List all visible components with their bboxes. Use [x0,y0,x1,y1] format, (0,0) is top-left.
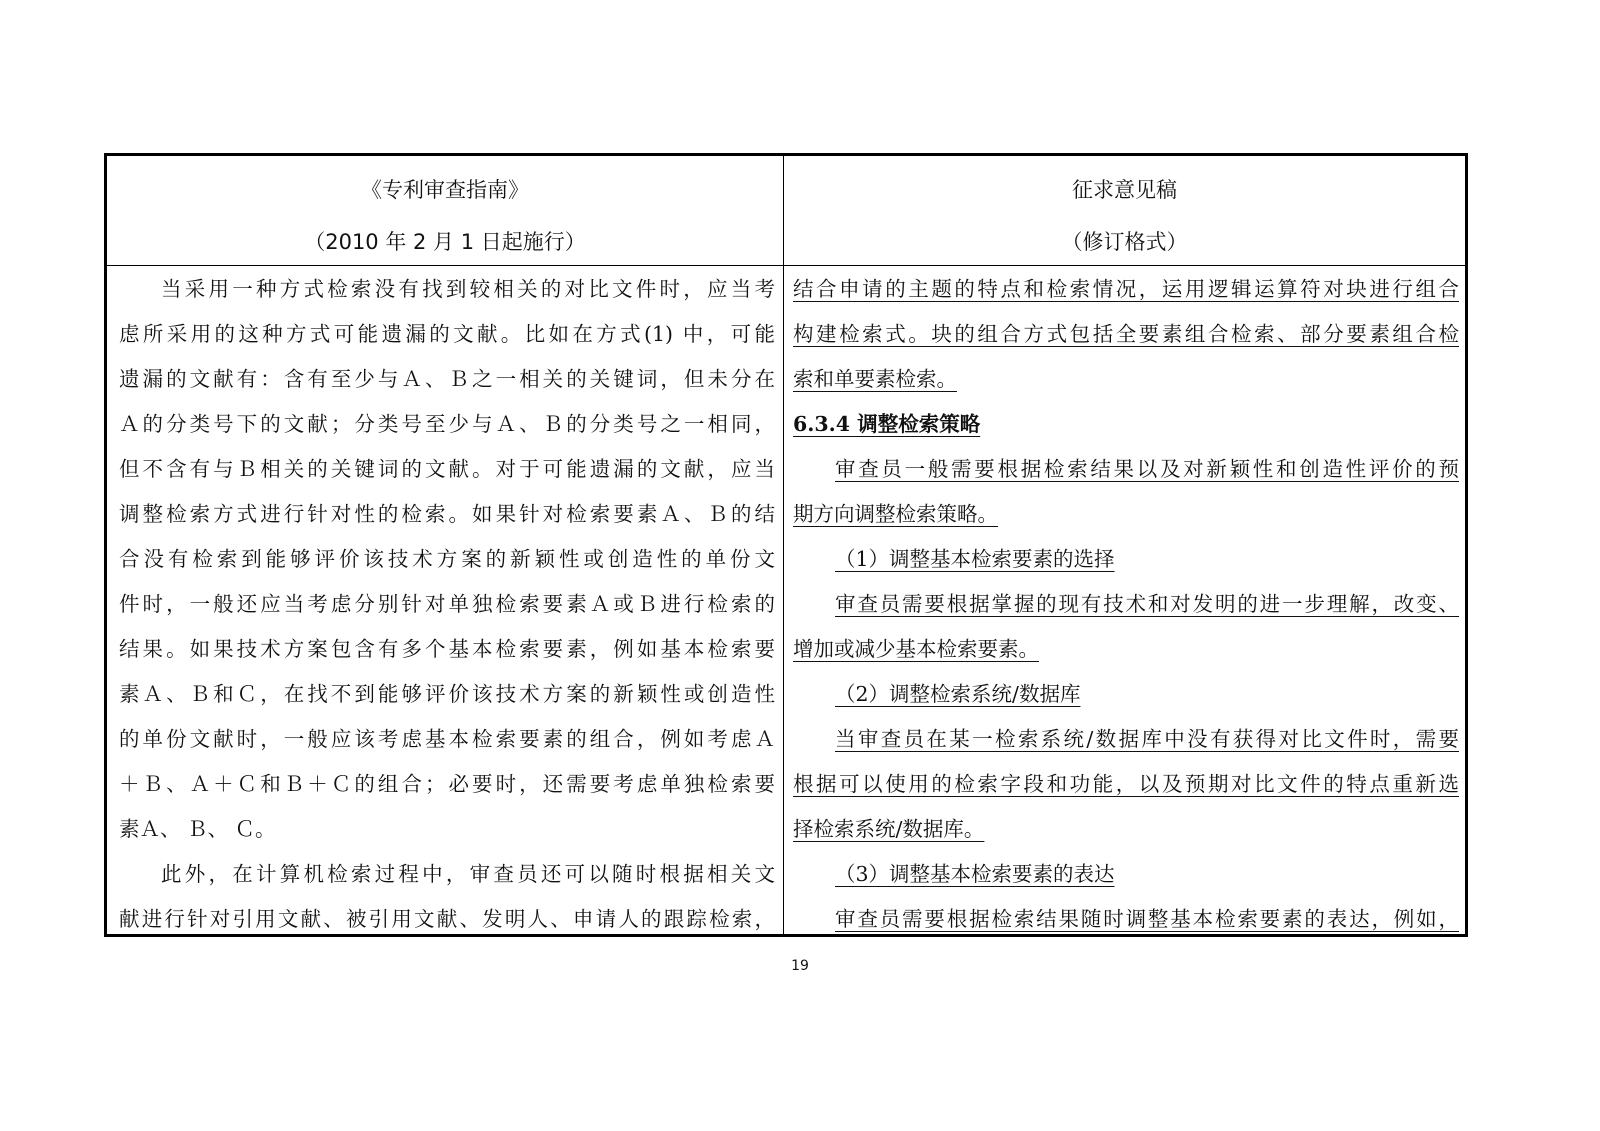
right-text-line [793,807,1459,852]
left-text-line: 件时，一般还应当考虑分别针对单独检索要素Ａ或Ｂ进行检索的 [119,592,775,616]
underlined-revision: 审查员需要根据掌握的现有技术和对发明的进一步理解，改变、 [835,592,1459,616]
left-text-line: 调整检索方式进行针对性的检索。如果针对检索要素Ａ、Ｂ的结 [119,502,775,526]
subheading: （3）调整基本检索要素的表达 [835,862,1115,886]
right-header-subtitle: （修订格式） [1061,230,1188,254]
left-text-line: 遗漏的文献有：含有至少与Ａ、Ｂ之一相关的关键词，但未分在 [119,367,775,391]
underlined-revision: 择检索系统/数据库。 [793,817,985,841]
underlined-revision: 审查员一般需要根据检索结果以及对新颖性和创造性评价的预 [835,457,1459,481]
right-text-line [793,492,1459,537]
left-text-line: 的单份文献时，一般应该考虑基本检索要素的组合，例如考虑Ａ [119,727,775,751]
left-text-line: ＋Ｂ、Ａ＋Ｃ和Ｂ＋Ｃ的组合；必要时，还需要考虑单独检索要 [119,772,775,796]
right-text-line [793,582,1459,627]
subheading: （2）调整检索系统/数据库 [835,682,1081,706]
underlined-revision: 当审查员在某一检索系统/数据库中没有获得对比文件时，需要 [835,727,1459,751]
left-column-header [107,156,783,265]
left-text-line: 献进行针对引用文献、被引用文献、发明人、申请人的跟踪检索， [119,907,775,931]
right-column-body [793,267,1459,935]
left-header-subtitle: （2010 年 2 月 1 日起施行） [304,230,586,254]
left-text-line: 但不含有与Ｂ相关的关键词的文献。对于可能遗漏的文献，应当 [119,457,775,481]
right-text-line [793,762,1459,807]
left-text-line: 结果。如果技术方案包含有多个基本检索要素，例如基本检索要 [119,637,775,661]
underlined-revision: 构建检索式。块的组合方式包括全要素组合检索、部分要素组合检 [793,322,1459,346]
right-text-line [793,312,1459,357]
page-number: 19 [791,958,809,974]
subheading-line [793,852,1459,897]
subheading-line [793,537,1459,582]
right-header-title: 征求意见稿 [1072,178,1177,202]
left-header-title: 《专利审查指南》 [361,178,529,202]
left-text-line: 当采用一种方式检索没有找到较相关的对比文件时，应当考 [161,277,775,301]
left-text-line: 此外，在计算机检索过程中，审查员还可以随时根据相关文 [161,862,775,886]
section-heading: 6.3.4 调整检索策略 [793,412,981,436]
right-text-line [793,897,1459,935]
right-column-header [784,156,1465,265]
left-text-line: 素Ａ、 Ｂ、 Ｃ。 [119,817,276,841]
right-text-line [793,717,1459,762]
column-divider [783,156,784,934]
left-text-line: 合没有检索到能够评价该技术方案的新颖性或创造性的单份文 [119,547,775,571]
underlined-revision: 增加或减少基本检索要素。 [793,637,1039,661]
underlined-revision: 审查员需要根据检索结果随时调整基本检索要素的表达，例如， [835,907,1459,931]
right-text-line [793,267,1459,312]
header-divider [107,265,1465,266]
right-text-line [793,447,1459,492]
right-text-line [793,627,1459,672]
section-heading-line [793,402,1459,447]
subheading: （1）调整基本检索要素的选择 [835,547,1115,571]
comparison-table [104,153,1468,937]
right-text-line [793,357,1459,402]
underlined-revision: 期方向调整检索策略。 [793,502,998,526]
left-text-line: Ａ的分类号下的文献；分类号至少与Ａ、Ｂ的分类号之一相同， [119,412,775,436]
left-text-line: 虑所采用的这种方式可能遗漏的文献。比如在方式(1) 中，可能 [119,322,775,346]
underlined-revision: 结合申请的主题的特点和检索情况，运用逻辑运算符对块进行组合 [793,277,1459,301]
underlined-revision: 根据可以使用的检索字段和功能，以及预期对比文件的特点重新选 [793,772,1459,796]
underlined-revision: 索和单要素检索。 [793,367,957,391]
subheading-line [793,672,1459,717]
left-text-line: 素Ａ、Ｂ和Ｃ，在找不到能够评价该技术方案的新颖性或创造性 [119,682,775,706]
left-column-body [119,267,775,935]
